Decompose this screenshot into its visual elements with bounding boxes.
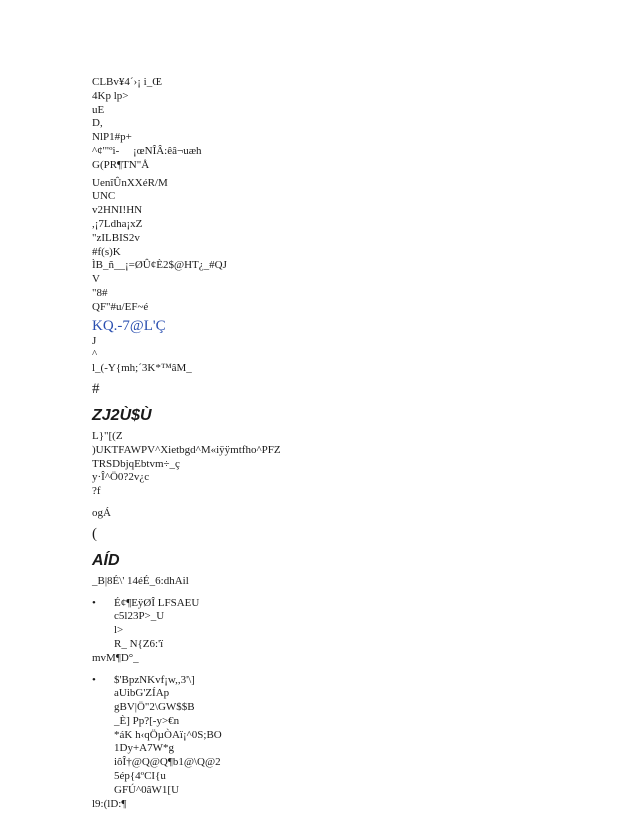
- text-line: _B|8É\' 14éÉ_6:dhAil: [92, 574, 189, 587]
- bullet-item-2: [92, 674, 592, 798]
- text-line: aUibG'ZÍAp: [114, 687, 170, 700]
- text-line: )UKTFAWPV^Xietbgd^M«iÿÿmtfho^PFZ: [92, 443, 281, 456]
- text-line: D,: [92, 117, 103, 130]
- bullet-icon: •: [92, 596, 96, 609]
- bullet-icon: •: [92, 673, 96, 686]
- text-line: V: [92, 273, 100, 286]
- text-line: ,¡7Ldha¡xZ: [92, 217, 143, 230]
- text-block-mid: [92, 177, 592, 315]
- text-line: ÌB_ñ__¡=ØÛ¢È2$@HT¿_#QJ: [92, 259, 227, 272]
- text-line: GFÚ^0âW1[U: [114, 783, 180, 796]
- text-line: UenîÛnXXéR/M: [92, 176, 168, 189]
- hash-line: #: [92, 380, 100, 397]
- text-line: CLBv¥4´›¡ i_Œ: [92, 76, 162, 88]
- text-line: _È] Pp?[-y>€n: [114, 714, 180, 727]
- text-line: y·Î^Ö0?2v¿c: [92, 471, 150, 484]
- text-line: L}"[(Z: [92, 429, 123, 442]
- section-heading-1: ZJ2Ù$Ù: [92, 406, 152, 424]
- text-line: ^¢'"ºi- ¡œNÎÂ:êâ¬uæh: [92, 144, 202, 157]
- text-line: l_(-Y{mh;´3K*™âM_: [92, 362, 192, 375]
- text-line: ?f: [92, 485, 101, 498]
- paren-line: (: [92, 525, 97, 542]
- text-line: gBV|Ö"2\GW$$B: [114, 701, 195, 714]
- text-line: G(PR¶TN"Å: [92, 158, 150, 171]
- text-line: UNC: [92, 190, 116, 203]
- document-body: [92, 76, 592, 811]
- text-line: ogÁ: [92, 506, 111, 519]
- text-line: ^: [92, 348, 98, 361]
- text-line: mvM¶D°_: [92, 651, 139, 664]
- text-line: uE: [92, 103, 105, 116]
- text-block-section1: [92, 430, 592, 499]
- text-line: "8#: [92, 286, 108, 299]
- section-heading-2: AÍD: [92, 551, 120, 569]
- text-line: É¢¶EÿØÎ LFSAEU: [114, 596, 200, 609]
- text-block-after-link: [92, 335, 592, 376]
- text-line: c5l23P>_U: [114, 610, 165, 623]
- text-line: l9:(lD:¶: [92, 797, 127, 810]
- text-line: #f(s)K: [92, 245, 121, 258]
- text-line: TRSDbjqEbtvm÷_ç: [92, 457, 180, 470]
- text-line: 5ép{4ºCI{u: [114, 770, 166, 783]
- text-line: NlP1#p+: [92, 131, 132, 144]
- text-line: "zILBIS2v: [92, 231, 140, 244]
- text-block-top: [92, 76, 592, 173]
- link-heading[interactable]: KQ.-7@L'Ç: [92, 317, 166, 334]
- bullet-item-1: [92, 597, 592, 652]
- text-line: QF"#u/EF~é: [92, 300, 149, 313]
- text-line: iôÎ†@Q@Q¶b1@\Q@2: [114, 756, 221, 769]
- text-line: R_ N{Z6:'ï: [114, 637, 164, 650]
- text-line: l>: [114, 624, 124, 637]
- text-line: 4Kp lp>: [92, 89, 129, 102]
- text-line: $'BpzNKvf¡w,,3'\]: [114, 673, 195, 686]
- text-line: J: [92, 334, 97, 347]
- text-line: *áK h‹qÖµÒAï¡^0S;BO: [114, 728, 222, 741]
- text-line: v2HNI!HN: [92, 204, 143, 217]
- text-line: 1Dy+A7W*g: [114, 742, 174, 755]
